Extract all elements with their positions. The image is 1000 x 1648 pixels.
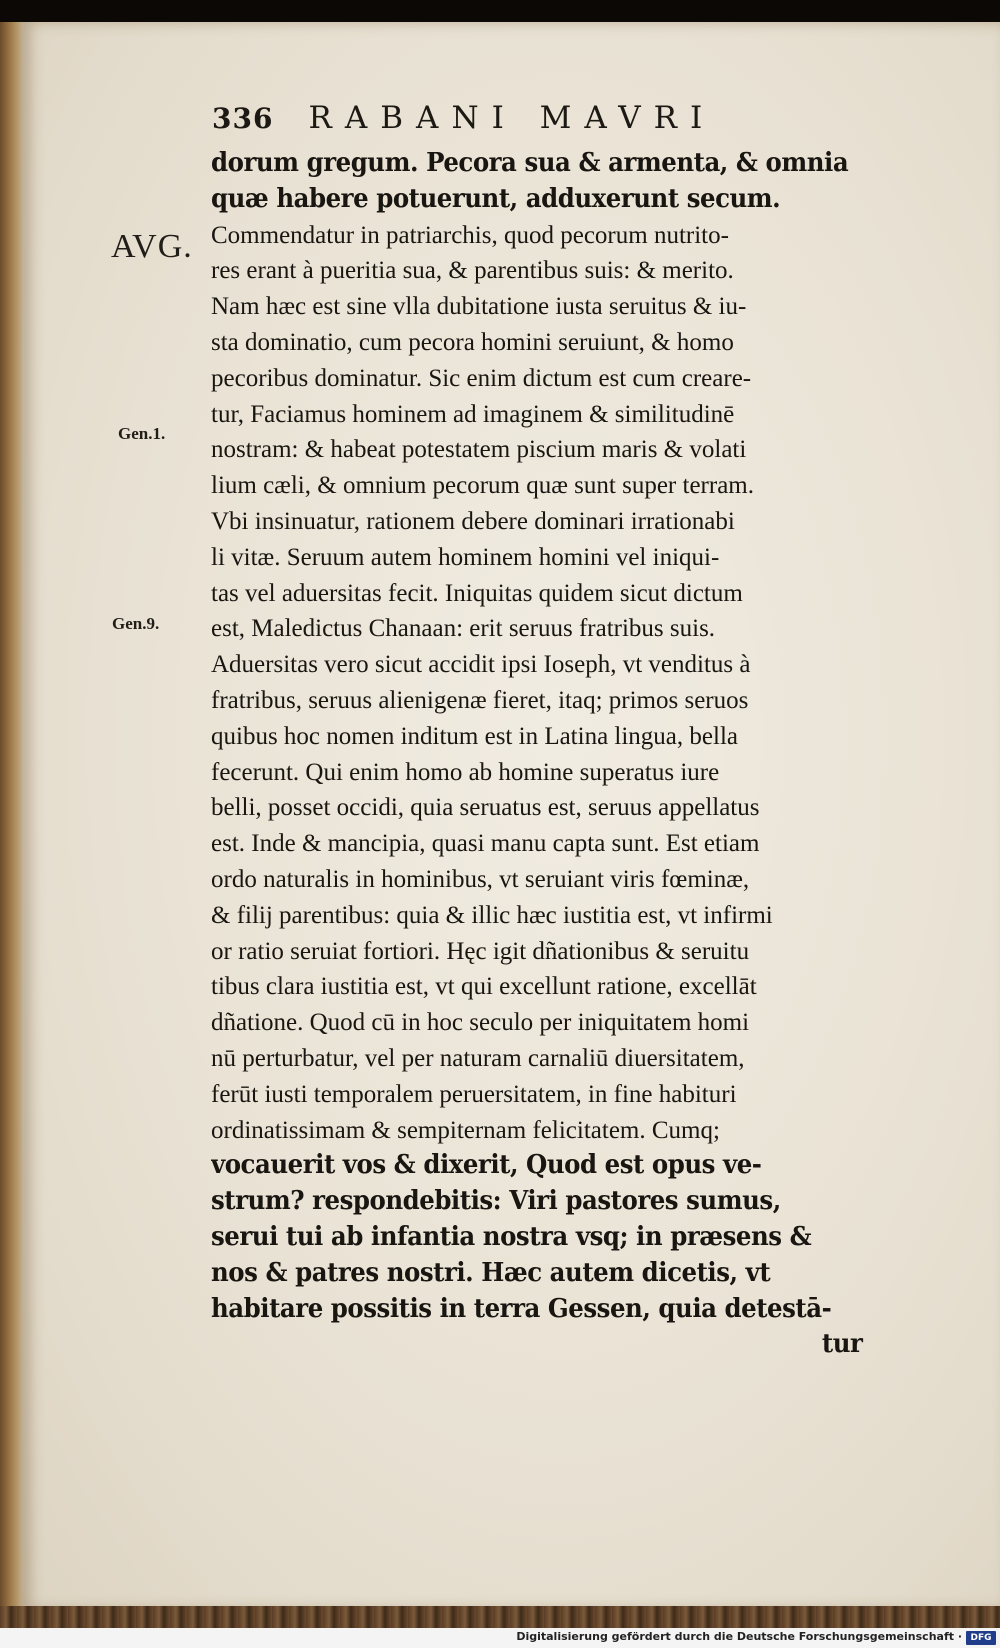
text-line: belli, posset occidi, quia seruatus est, seruus appellatus [211,794,760,822]
text-line: habitare possitis in terra Gessen, quia detestā- [211,1293,832,1324]
text-line: nū perturbatur, vel per naturam carnaliū diuersitatem, [211,1044,745,1072]
text-line: ordo naturalis in hominibus, vt seruiant viris fœminæ, [211,865,750,893]
text-line: quæ habere potuerunt, adduxerunt secum. [211,183,781,214]
text-line: pecoribus dominatur. Sic enim dictum est cum creare- [211,364,752,392]
text-line: tas vel aduersitas fecit. Iniquitas quidem sicut dictum [211,579,743,607]
book-spine-edge [0,22,24,1612]
text-line: vocauerit vos & dixerit, Quod est opus ve- [211,1150,762,1181]
page-header [212,100,715,136]
text-line: Commendatur in patriarchis, quod pecorum nutrito- [211,221,729,249]
text-line: serui tui ab infantia nostra vsq; in præsens & [211,1221,812,1252]
digitization-credit: Digitalisierung gefördert durch die Deutsche Forschungsgemeinschaft · [516,1630,962,1643]
text-line: & filij parentibus: quia & illic hæc iustitia est, vt infirmi [211,901,773,929]
catchword: tur [821,1329,863,1360]
margin-note-gen9: Gen.9. [112,614,160,633]
text-line: ferūt iusti temporalem peruersitatem, in fine habituri [211,1080,737,1108]
dfg-logo-icon: DFG [966,1631,996,1645]
text-line: Nam hæc est sine vlla dubitatione iusta seruitus & iu- [211,293,747,321]
text-line: sta dominatio, cum pecora homini seruiunt, & homo [211,328,734,356]
scan-top-border [0,0,1000,22]
text-line: tur, Faciamus hominem ad imaginem & similitudinē [211,400,735,428]
text-line: strum? respondebitis: Viri pastores sumus, [211,1186,781,1217]
text-line: res erant à pueritia sua, & parentibus suis: & merito. [211,257,734,285]
text-line: ordinatissimam & sempiternam felicitatem. Cumq; [211,1116,720,1144]
margin-note-aug: AVG. [111,228,193,265]
text-line: lium cæli, & omnium pecorum quæ sunt super terram. [211,472,754,500]
text-line: nos & patres nostri. Hæc autem dicetis, vt [211,1257,771,1288]
text-line: li vitæ. Seruum autem hominem homini vel iniqui- [211,543,720,571]
text-line: fratribus, seruus alienigenæ fieret, itaq; primos seruos [211,686,749,714]
running-title: RABANI MAVRI [308,100,716,136]
text-line: nostram: & habeat potestatem piscium maris & volati [211,436,747,464]
text-line: fecerunt. Qui enim homo ab homine superatus iure [211,758,720,786]
text-line: Vbi insinuatur, rationem debere dominari irrationabi [211,507,735,535]
text-line: or ratio seruiat fortiori. Hęc igit dñationibus & seruitu [211,937,750,965]
body-text [211,146,956,1363]
text-line: quibus hoc nomen inditum est in Latina lingua, bella [211,722,738,750]
text-line: Aduersitas vero sicut accidit ipsi Ioseph, vt venditus à [211,651,751,679]
text-line: est, Maledictus Chanaan: erit seruus fratribus suis. [211,615,716,643]
text-line: dñatione. Quod cū in hoc seculo per iniquitatem homi [211,1009,750,1037]
text-line: tibus clara iustitia est, vt qui excellunt ratione, excellāt [211,973,757,1001]
book-bottom-edge [0,1606,1000,1628]
page-number: 336 [212,102,274,135]
text-line: dorum gregum. Pecora sua & armenta, & omnia [211,148,849,178]
text-line: est. Inde & mancipia, quasi manu capta sunt. Est etiam [211,830,760,858]
margin-note-gen1: Gen.1. [118,424,166,443]
